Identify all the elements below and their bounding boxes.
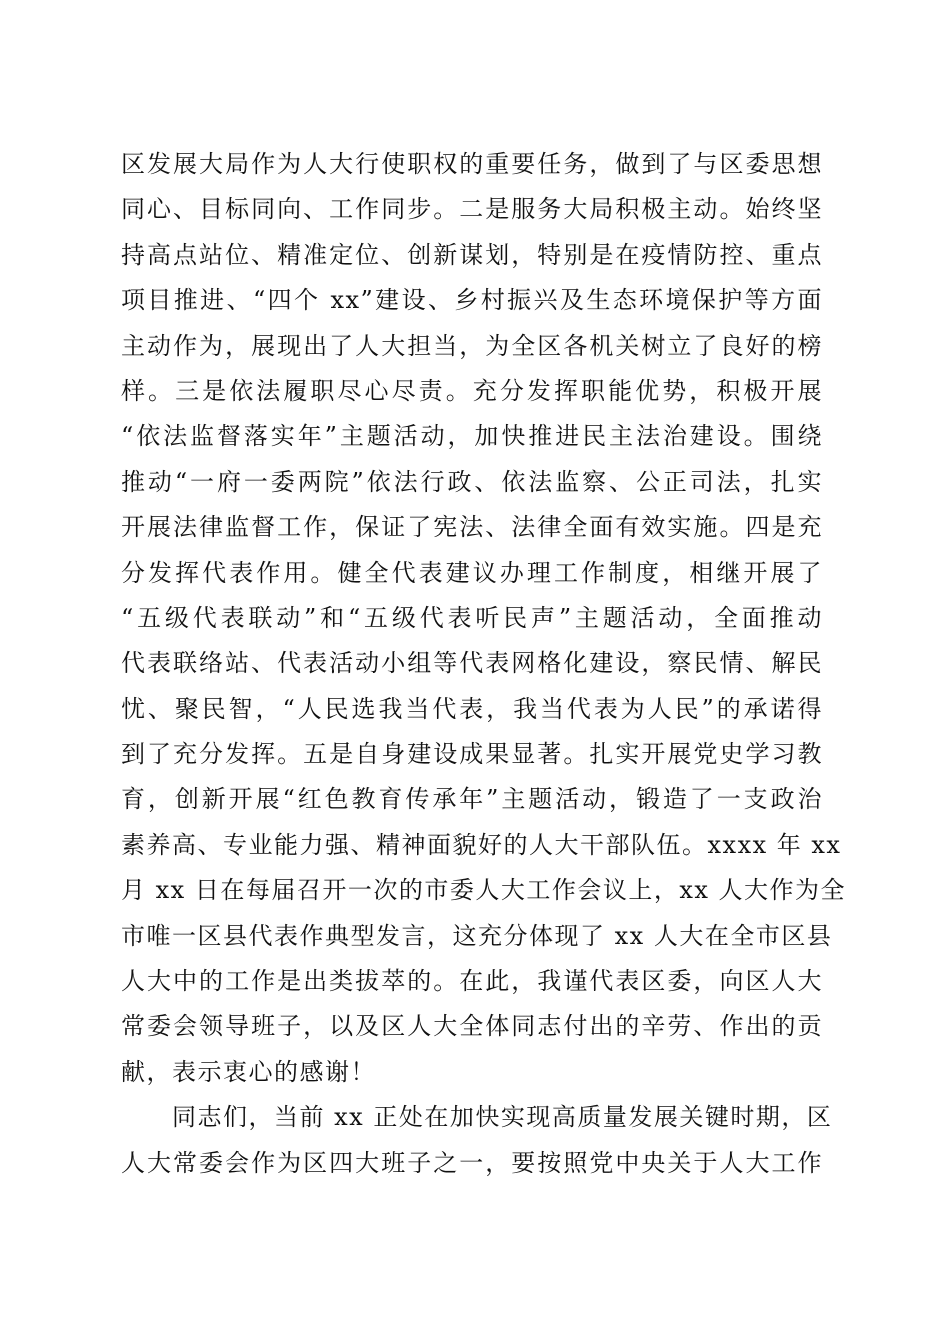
text-line: 献，表示衷心的感谢！ [121,1057,376,1086]
text-line: 人大中的工作是出类拔萃的。在此，我谨代表区委，向区人大 [121,967,823,996]
paragraph-2 [121,1095,833,1186]
text-line: 素养高、专业能力强、精神面貌好的人大干部队伍。xxxx 年 xx [121,830,842,859]
text-line: “五级代表联动”和“五级代表听民声”主题活动，全面推动 [121,603,823,632]
text-line: 代表联络站、代表活动小组等代表网格化建设，察民情、解民 [121,649,823,678]
text-line: 同志们，当前 xx 正处在加快实现高质量发展关键时期，区 [121,1103,833,1132]
text-line: 区发展大局作为人大行使职权的重要任务，做到了与区委思想 [121,150,823,178]
text-line: 主动作为，展现出了人大担当，为全区各机关树立了良好的榜 [121,331,823,360]
text-line: 同心、目标同向、工作同步。二是服务大局积极主动。始终坚 [121,195,823,224]
body-text [121,142,847,1186]
text-line: 样。三是依法履职尽心尽责。充分发挥职能优势，积极开展 [121,376,823,405]
text-line: 持高点站位、精准定位、创新谋划，特别是在疫情防控、重点 [121,240,823,269]
paragraph-1 [121,142,847,1095]
text-line: 开展法律监督工作，保证了宪法、法律全面有效实施。四是充 [121,513,823,542]
text-line: 推动“一府一委两院”依法行政、依法监察、公正司法，扎实 [121,467,823,496]
text-line: 常委会领导班子，以及区人大全体同志付出的辛劳、作出的贡 [121,1012,823,1041]
text-line: 到了充分发挥。五是自身建设成果显著。扎实开展党史学习教 [121,740,823,769]
text-line: 忧、聚民智，“人民选我当代表，我当代表为人民”的承诺得 [121,694,823,723]
text-line: “依法监督落实年”主题活动，加快推进民主法治建设。围绕 [121,422,823,451]
text-line: 市唯一区县代表作典型发言，这充分体现了 xx 人大在全市区县 [121,921,833,950]
text-line: 项目推进、“四个 xx”建设、乡村振兴及生态环境保护等方面 [121,286,823,315]
text-line: 月 xx 日在每届召开一次的市委人大工作会议上，xx 人大作为全 [121,876,847,905]
text-line: 育，创新开展“红色教育传承年”主题活动，锻造了一支政治 [121,785,823,814]
text-line: 人大常委会作为区四大班子之一，要按照党中央关于人大工作 [121,1148,823,1177]
text-line: 分发挥代表作用。健全代表建议办理工作制度，相继开展了 [121,558,823,587]
